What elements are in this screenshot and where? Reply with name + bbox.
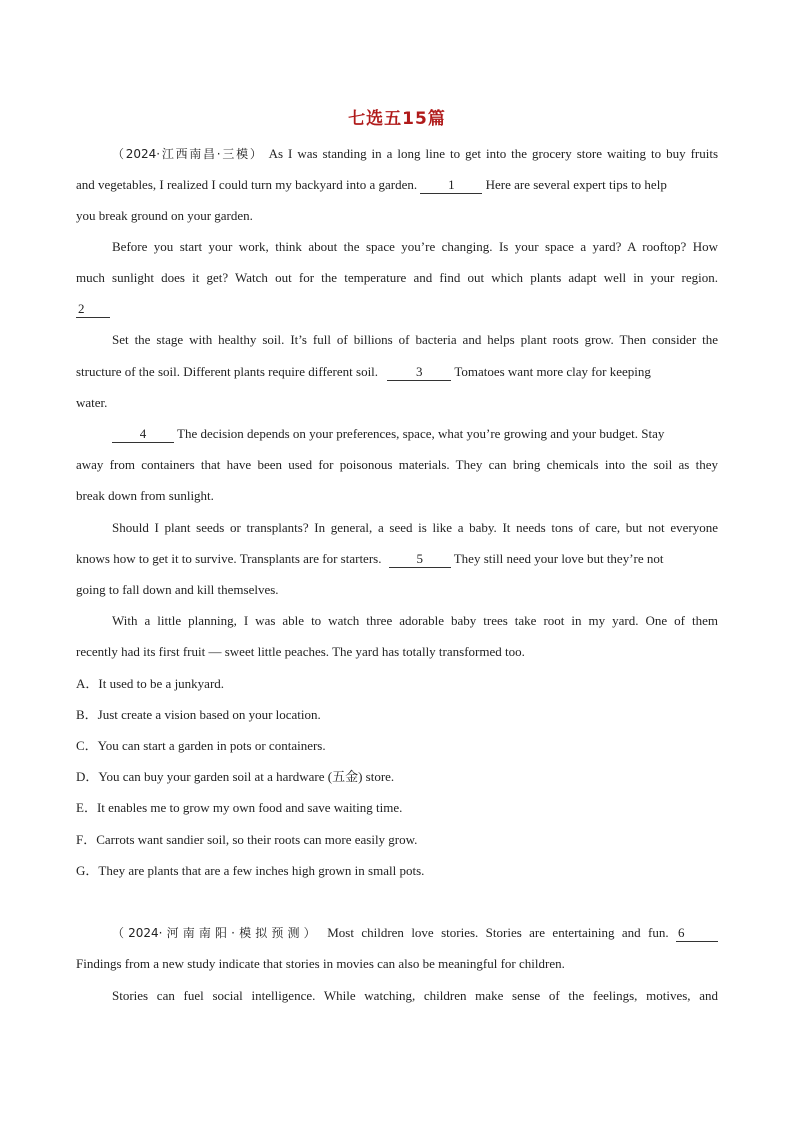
text-span: going to fall down and kill themselves. [76, 582, 279, 597]
text-span: Most children love stories. Stories are entertaining and fun. [327, 925, 669, 940]
option-e[interactable] [76, 799, 402, 817]
paragraph-line [76, 924, 718, 942]
paragraph-line [76, 987, 718, 1005]
option-letter: D． [76, 769, 99, 784]
paragraph-line [76, 519, 718, 537]
option-letter: F． [76, 832, 97, 847]
option-text: Just create a vision based on your location. [97, 707, 321, 722]
page-title: 七选五15篇 [348, 109, 446, 129]
blank-3[interactable]: 3 [387, 364, 451, 381]
paragraph-line [76, 207, 718, 225]
paragraph-line [76, 176, 718, 194]
text-span: and vegetables, I realized I could turn my backyard into a garden. [76, 177, 418, 192]
paragraph-line [76, 456, 718, 474]
paragraph-line [76, 955, 718, 973]
paragraph-line [76, 145, 718, 163]
paragraph-line [76, 643, 718, 661]
text-span: you break ground on your garden. [76, 208, 253, 223]
text-span: break down from sunlight. [76, 488, 214, 503]
option-letter: B． [76, 707, 98, 722]
option-text: It enables me to grow my own food and save waiting time. [96, 800, 403, 815]
option-letter: C． [76, 738, 98, 753]
paragraph-line [76, 300, 718, 318]
option-text: Carrots want sandier soil, so their roots can more easily grow. [96, 832, 418, 847]
blank-4[interactable]: 4 [112, 426, 174, 443]
blank-1[interactable]: 1 [420, 177, 482, 194]
paragraph-line [76, 612, 718, 630]
text-span: Set the stage with healthy soil. It’s full of billions of bacteria and helps plant roots grow. Then consider the [112, 332, 718, 347]
option-letter: E． [76, 800, 97, 815]
paragraph-line [76, 550, 718, 568]
option-text: You can start a garden in pots or containers. [97, 738, 326, 753]
text-span: recently had its first fruit — sweet little peaches. The yard has totally transformed too. [76, 644, 525, 659]
option-letter: G． [76, 863, 99, 878]
text-span: much sunlight does it get? Watch out for the temperature and find out which plants adapt well in your region. [76, 270, 718, 285]
paragraph-line [76, 363, 718, 381]
option-f[interactable] [76, 831, 417, 849]
paragraph-line [76, 425, 718, 443]
paragraph-line [76, 331, 718, 349]
text-span: Findings from a new study indicate that stories in movies can also be meaningful for children. [76, 956, 565, 971]
option-text: It used to be a junkyard. [98, 676, 225, 691]
option-text: You can buy your garden soil at a hardware (五金) store. [98, 769, 395, 784]
option-b[interactable] [76, 706, 321, 724]
text-span: Stories can fuel social intelligence. While watching, children make sense of the feelings, motives, and [112, 988, 718, 1003]
text-span: water. [76, 395, 108, 410]
option-letter: A． [76, 676, 99, 691]
text-span: Here are several expert tips to help [485, 177, 667, 192]
blank-2[interactable]: 2 [76, 301, 110, 318]
paragraph-line [76, 581, 718, 599]
option-c[interactable] [76, 737, 326, 755]
text-span: Should I plant seeds or transplants? In general, a seed is like a baby. It needs tons of care, but not everyone [112, 520, 718, 535]
source-tag: （2024·河南南阳·模拟预测） [112, 926, 320, 940]
text-span: The decision depends on your preferences, space, what you’re growing and your budget. Stay [177, 426, 665, 441]
paragraph-line [76, 269, 718, 287]
paragraph-line [76, 238, 718, 256]
blank-6[interactable]: 6 [676, 925, 718, 942]
text-span: As I was standing in a long line to get into the grocery store waiting to buy fruits [268, 146, 719, 161]
option-a[interactable] [76, 675, 224, 693]
text-span: structure of the soil. Different plants require different soil. [76, 364, 379, 379]
source-tag: （2024·江西南昌·三模） [112, 147, 264, 161]
text-span: With a little planning, I was able to watch three adorable baby trees take root in my yard. One of them [112, 613, 718, 628]
text-span: away from containers that have been used for poisonous materials. They can bring chemicals into the soil as they [76, 457, 718, 472]
blank-5[interactable]: 5 [389, 551, 451, 568]
option-d[interactable] [76, 768, 394, 786]
option-g[interactable] [76, 862, 424, 880]
paragraph-line [76, 487, 718, 505]
paragraph-line [76, 394, 718, 412]
text-span: Before you start your work, think about the space you’re changing. Is your space a yard? A rooftop? How [112, 239, 718, 254]
text-span: knows how to get it to survive. Transplants are for starters. [76, 551, 382, 566]
text-span: They still need your love but they’re not [453, 551, 664, 566]
option-text: They are plants that are a few inches high grown in small pots. [98, 863, 425, 878]
text-span: Tomatoes want more clay for keeping [454, 364, 651, 379]
